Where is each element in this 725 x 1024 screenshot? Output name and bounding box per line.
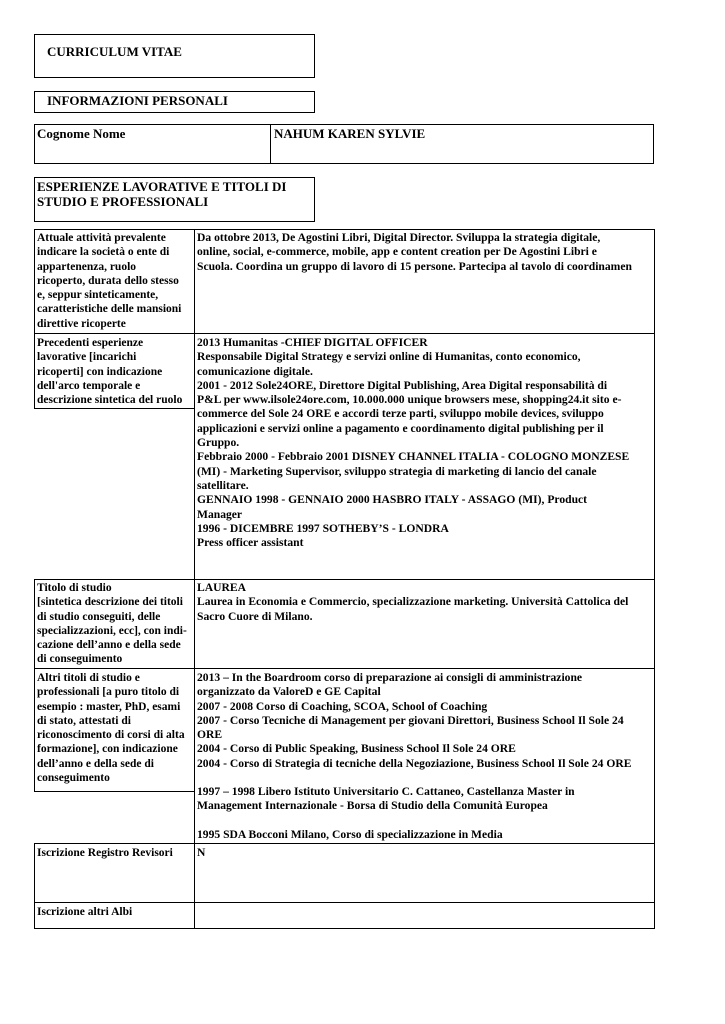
- row-other-titles-value: 2013 – In the Boardroom corso di preparazione ai consigli di amministrazione organizzato da ValoreD e GE Capital 2007 - 2008 Corso di Coaching, SCOA, School of Coaching 2007 - Corso Tecniche di Management per giovani Direttori, Business School Il Sole 24 ORE 2004 - Corso di Public Speaking, Business School Il Sole 24 ORE 2004 - Corso di Strategia di tecniche della Negoziazione, Business School Il Sole 24 ORE 1997 – 1998 Libero Istituto Universitario C. Cattaneo, Castellanza Master in Management Internazionale - Borsa di Studio della Comunità Europea 1995 SDA Bocconi Milano, Corso di specializzazione in Media: [197, 671, 632, 841]
- row-other-registers-value: [195, 904, 654, 906]
- row-auditor-register-value: N: [197, 846, 206, 859]
- row-current-activity-value: Da ottobre 2013, De Agostini Libri, Digital Director. Sviluppa la strategia digitale, online, social, e-commerce, mobile, app e content creation per De Agostini Libri e Scuola. Coordina un gruppo di lavoro di 15 persone. Partecipa al tavolo di coordinamen: [197, 231, 632, 273]
- page-title: CURRICULUM VITAE: [47, 44, 182, 59]
- row-previous-experience-value: 2013 Humanitas -CHIEF DIGITAL OFFICER Responsabile Digital Strategy e servizi online di Humanitas, conto economico, comunicazione digitale. 2001 - 2012 Sole24ORE, Direttore Digital Publishing, Area Digital responsabilità di P&L per www.ilsole24ore.com, 10.000.000 unique browsers mese, shopping24.it sito e- commerce del Sole 24 ORE e accordi terze parti, sviluppo mobile devices, sviluppo applicazioni e servizi online a pagamento e coordinamento digital publishing per il Gruppo. Febbraio 2000 - Febbraio 2001 DISNEY CHANNEL ITALIA - COLOGNO MONZESE (MI) - Marketing Supervisor, sviluppo strategia di marketing di lancio del canale satellitare. GENNAIO 1998 - GENNAIO 2000 HASBRO ITALY - ASSAGO (MI), Product Manager 1996 - DICEMBRE 1997 SOTHEBY’S - LONDRA Press officer assistant: [197, 336, 630, 550]
- experience-section-title-line2: STUDIO E PROFESSIONALI: [37, 194, 209, 209]
- name-label: Cognome Nome: [37, 126, 126, 141]
- personal-section-title: INFORMAZIONI PERSONALI: [47, 93, 228, 108]
- row-degree-value: LAUREA Laurea in Economia e Commercio, specializzazione marketing. Università Cattolica del Sacro Cuore di Milano.: [197, 581, 629, 623]
- row-degree-label: Titolo di studio [sintetica descrizione dei titoli di studio conseguiti, delle specializzazioni, ecc], con indi- cazione dell’anno e della sede di conseguimento: [37, 582, 187, 666]
- experience-section-title-line1: ESPERIENZE LAVORATIVE E TITOLI DI: [37, 179, 287, 194]
- row-previous-experience-label: Precedenti esperienze lavorative [incarichi ricoperti] con indicazione dell'arco temporale e descrizione sintetica del ruolo: [37, 337, 183, 407]
- row-other-titles-label: Altri titoli di studio e professionali [a puro titolo di esempio : master, PhD, esami di stato, attestati di riconoscimento di corsi di alta formazione], con indicazione dell’anno e della sede di conseguimento: [37, 672, 185, 785]
- row-current-activity-label: Attuale attività prevalente indicare la società o ente di appartenenza, ruolo ricoperto, durata dello stesso e, seppur sinteticamente, caratteristiche delle mansioni direttive ricoperte: [37, 232, 182, 330]
- name-value: NAHUM KAREN SYLVIE: [274, 126, 426, 141]
- row-auditor-register-label: Iscrizione Registro Revisori: [37, 847, 173, 859]
- row-other-registers-label: Iscrizione altri Albi: [37, 906, 133, 918]
